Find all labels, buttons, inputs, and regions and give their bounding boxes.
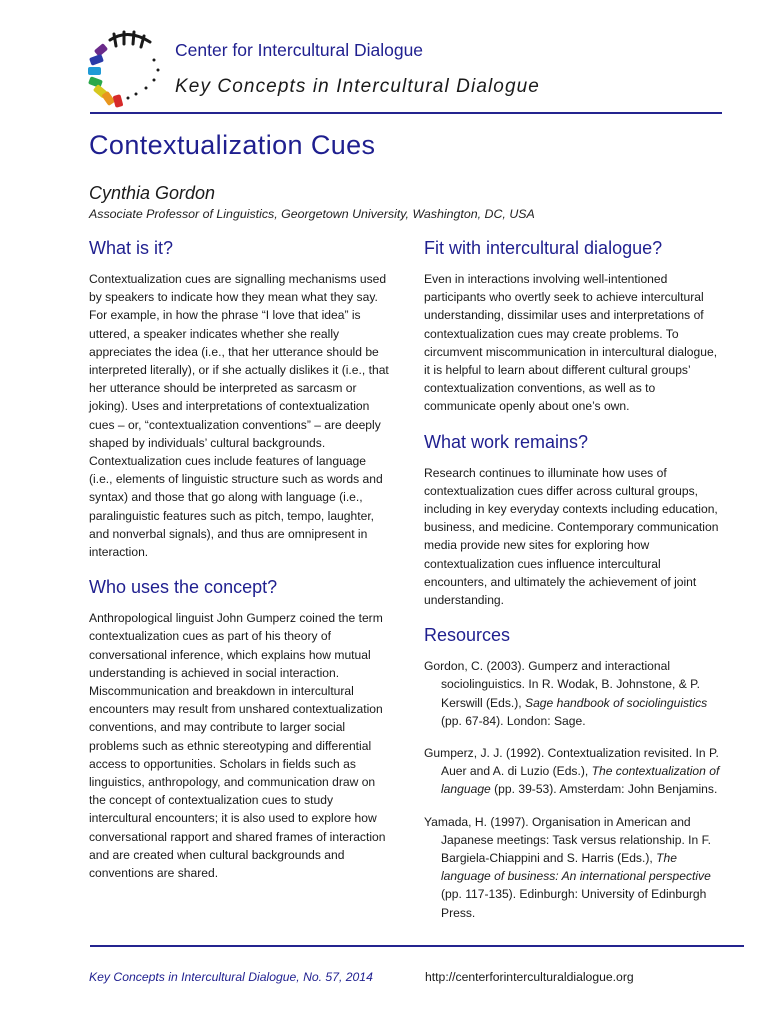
series-title: Key Concepts in Intercultural Dialogue <box>175 76 540 97</box>
author-name: Cynthia Gordon <box>89 183 216 203</box>
page-title: Contextualization Cues <box>89 130 376 160</box>
footer-citation: Key Concepts in Intercultural Dialogue, No. 57, 2014 <box>89 970 373 984</box>
cid-logo-icon <box>88 30 168 108</box>
heading-resources: Resources <box>424 625 511 646</box>
reference-item: Gordon, C. (2003). Gumperz and interactional sociolinguistics. In R. Wodak, B. Johnstone, & P. Kerswill (Eds.), Sage handbook of sociolinguistics (pp. 67-84). London: Sage. <box>424 659 708 728</box>
heading-work-remains: What work remains? <box>424 431 589 452</box>
page-header <box>88 28 748 112</box>
reference-list <box>424 657 724 922</box>
footer-rule <box>90 945 744 947</box>
paragraph-what-is-it: Contextualization cues are signalling mechanisms used by speakers to indicate how they mean what they say. For example, in how the phrase “I love that idea” is uttered, a speaker indicates whether she really appreciates the idea (i.e., that her utterance should be interpreted literally), or if she actually dislikes it (i.e., that her utterance should be interpreted as sarcasm or joking). Uses and interpretations of contextualization cues – or, “contextualization conventions” – are deeply shaped by individuals’ cultural backgrounds. Contextualization cues include features of language (i.e., elements of linguistic structure such as words and syntax) and those that go along with language (i.e., paralinguistic features such as pitch, tempo, laughter, and nonverbal signals), and thus are omnipresent in interaction. <box>89 272 389 560</box>
org-name: Center for Intercultural Dialogue <box>175 40 424 60</box>
reference-item: Gumperz, J. J. (1992). Contextualization revisited. In P. Auer and A. di Luzio (Eds.), The contextualization of language (pp. 39-53). Amsterdam: John Benjamins. <box>424 746 720 797</box>
heading-fit: Fit with intercultural dialogue? <box>424 238 663 258</box>
right-column <box>424 236 724 936</box>
heading-who-uses: Who uses the concept? <box>89 577 278 598</box>
paragraph-fit: Even in interactions involving well-intentioned participants who overtly seek to achieve intercultural understanding, dissimilar uses and interpretations of contextualization cues may create problems. To circumvent miscommunication in intercultural dialogue, it is helpful to learn about different cultural groups’ contextualization conventions, as well as to communicate openly about one’s own. <box>424 272 718 414</box>
left-column <box>89 236 389 896</box>
author-affiliation: Associate Professor of Linguistics, Georgetown University, Washington, DC, USA <box>89 207 535 221</box>
paragraph-work-remains: Research continues to illuminate how uses of contextualization cues differ across cultural groups, including in key everyday contexts including education, business, and medicine. Contemporary communication media provide new sites for exploring how contextualization cues influence intercultural encounters, and ultimately the achievement of joint understanding. <box>424 465 719 608</box>
reference-item: Yamada, H. (1997). Organisation in American and Japanese meetings: Task versus relationship. In F. Bargiela-Chiappini and S. Harris (Eds.), The language of business: An international perspective (pp. 117-135). Edinburgh: University of Edinburgh Press. <box>424 814 712 920</box>
header-rule <box>90 112 722 114</box>
paragraph-who-uses: Anthropological linguist John Gumperz coined the term contextualization cues as part of his theory of conversational inference, which explains how mutual understanding is achieved in social interaction. Miscommunication and breakdown in intercultural encounters may result from unshared contextualization conventions, and may contribute to larger social problems such as ethnic stereotyping and differential access to opportunities. Scholars in fields such as linguistics, anthropology, and communication draw on the concept of contextualization cues to study intercultural encounters; it is also used to explore how conversational rapport and shared frames of interaction and are created when cultural backgrounds and conventions are shared. <box>89 611 386 881</box>
footer-url-link[interactable]: http://centerforinterculturaldialogue.org <box>425 970 634 984</box>
heading-what-is-it: What is it? <box>89 238 174 258</box>
